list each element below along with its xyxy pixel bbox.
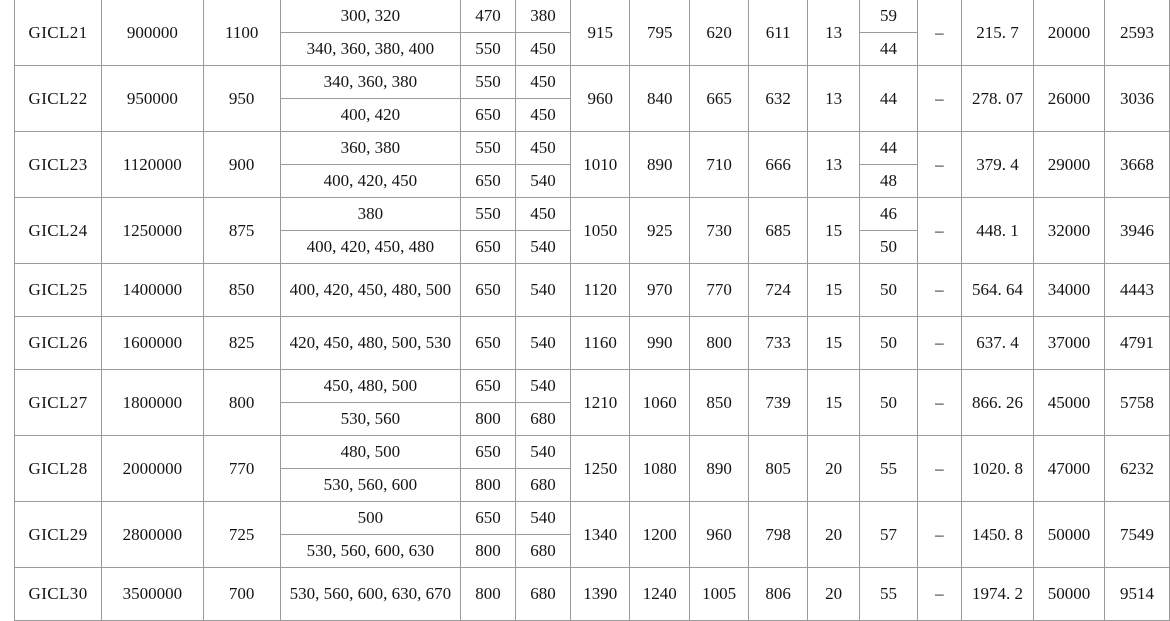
cell-length: 4443 xyxy=(1105,264,1170,317)
cell-bore-sizes: 530, 560, 600, 630, 670 xyxy=(280,568,460,621)
cell-f: 50 xyxy=(860,370,918,436)
cell-e: 15 xyxy=(807,317,859,370)
cell-speed: 850 xyxy=(203,264,280,317)
cell-torque: 2800000 xyxy=(102,502,203,568)
table-row xyxy=(15,198,1170,231)
cell-a: 960 xyxy=(571,66,630,132)
cell-e: 15 xyxy=(807,198,859,264)
cell-b: 990 xyxy=(630,317,689,370)
cell-e: 13 xyxy=(807,132,859,198)
cell-inertia: 47000 xyxy=(1034,436,1105,502)
cell-weight: 1974. 2 xyxy=(961,568,1033,621)
cell-g: – xyxy=(917,66,961,132)
cell-bore-sizes: 420, 450, 480, 500, 530 xyxy=(280,317,460,370)
cell-d2: 450 xyxy=(516,33,571,66)
cell-d1: 800 xyxy=(461,469,516,502)
cell-a: 1210 xyxy=(571,370,630,436)
cell-g: – xyxy=(917,568,961,621)
cell-speed: 800 xyxy=(203,370,280,436)
cell-inertia: 50000 xyxy=(1034,502,1105,568)
cell-inertia: 34000 xyxy=(1034,264,1105,317)
cell-weight: 1450. 8 xyxy=(961,502,1033,568)
cell-model: GICL29 xyxy=(15,502,102,568)
cell-speed: 1100 xyxy=(203,0,280,66)
cell-weight: 448. 1 xyxy=(961,198,1033,264)
table-row xyxy=(15,317,1170,370)
cell-f: 57 xyxy=(860,502,918,568)
cell-g: – xyxy=(917,317,961,370)
cell-f: 44 xyxy=(860,33,918,66)
cell-a: 1340 xyxy=(571,502,630,568)
cell-f: 50 xyxy=(860,317,918,370)
cell-model: GICL30 xyxy=(15,568,102,621)
cell-g: – xyxy=(917,370,961,436)
cell-e: 20 xyxy=(807,568,859,621)
cell-bore-sizes: 400, 420, 450 xyxy=(280,165,460,198)
cell-c: 1005 xyxy=(689,568,748,621)
cell-d2: 450 xyxy=(516,132,571,165)
cell-d1: 650 xyxy=(461,231,516,264)
table-row xyxy=(15,132,1170,165)
cell-e: 13 xyxy=(807,66,859,132)
cell-model: GICL27 xyxy=(15,370,102,436)
cell-d1: 650 xyxy=(461,502,516,535)
cell-speed: 825 xyxy=(203,317,280,370)
cell-torque: 1600000 xyxy=(102,317,203,370)
cell-d: 739 xyxy=(749,370,808,436)
cell-d2: 680 xyxy=(516,403,571,436)
cell-d2: 540 xyxy=(516,436,571,469)
cell-d1: 470 xyxy=(461,0,516,33)
cell-f: 46 xyxy=(860,198,918,231)
cell-torque: 1800000 xyxy=(102,370,203,436)
cell-length: 6232 xyxy=(1105,436,1170,502)
cell-a: 1010 xyxy=(571,132,630,198)
cell-weight: 1020. 8 xyxy=(961,436,1033,502)
cell-a: 915 xyxy=(571,0,630,66)
cell-bore-sizes: 400, 420, 450, 480 xyxy=(280,231,460,264)
cell-model: GICL26 xyxy=(15,317,102,370)
cell-torque: 1250000 xyxy=(102,198,203,264)
cell-g: – xyxy=(917,264,961,317)
cell-d: 666 xyxy=(749,132,808,198)
cell-g: – xyxy=(917,0,961,66)
cell-torque: 1120000 xyxy=(102,132,203,198)
cell-d: 806 xyxy=(749,568,808,621)
cell-weight: 278. 07 xyxy=(961,66,1033,132)
cell-d2: 450 xyxy=(516,198,571,231)
cell-b: 1240 xyxy=(630,568,689,621)
cell-bore-sizes: 450, 480, 500 xyxy=(280,370,460,403)
cell-d1: 800 xyxy=(461,403,516,436)
cell-d1: 550 xyxy=(461,198,516,231)
cell-a: 1160 xyxy=(571,317,630,370)
cell-g: – xyxy=(917,502,961,568)
cell-b: 840 xyxy=(630,66,689,132)
cell-c: 890 xyxy=(689,436,748,502)
cell-g: – xyxy=(917,198,961,264)
cell-bore-sizes: 300, 320 xyxy=(280,0,460,33)
cell-c: 730 xyxy=(689,198,748,264)
cell-length: 5758 xyxy=(1105,370,1170,436)
cell-d: 805 xyxy=(749,436,808,502)
cell-f: 59 xyxy=(860,0,918,33)
table-row xyxy=(15,66,1170,99)
cell-inertia: 20000 xyxy=(1034,0,1105,66)
cell-weight: 379. 4 xyxy=(961,132,1033,198)
cell-f: 50 xyxy=(860,231,918,264)
cell-weight: 637. 4 xyxy=(961,317,1033,370)
cell-model: GICL22 xyxy=(15,66,102,132)
cell-speed: 770 xyxy=(203,436,280,502)
cell-weight: 215. 7 xyxy=(961,0,1033,66)
cell-f: 48 xyxy=(860,165,918,198)
cell-f: 44 xyxy=(860,132,918,165)
cell-length: 7549 xyxy=(1105,502,1170,568)
cell-d2: 450 xyxy=(516,99,571,132)
cell-c: 665 xyxy=(689,66,748,132)
table-row xyxy=(15,370,1170,403)
cell-speed: 900 xyxy=(203,132,280,198)
cell-c: 620 xyxy=(689,0,748,66)
cell-a: 1050 xyxy=(571,198,630,264)
cell-d: 632 xyxy=(749,66,808,132)
cell-inertia: 45000 xyxy=(1034,370,1105,436)
cell-c: 960 xyxy=(689,502,748,568)
cell-e: 20 xyxy=(807,502,859,568)
cell-c: 850 xyxy=(689,370,748,436)
cell-bore-sizes: 530, 560, 600 xyxy=(280,469,460,502)
cell-f: 44 xyxy=(860,66,918,132)
cell-d: 685 xyxy=(749,198,808,264)
cell-weight: 866. 26 xyxy=(961,370,1033,436)
cell-d1: 650 xyxy=(461,370,516,403)
cell-bore-sizes: 340, 360, 380, 400 xyxy=(280,33,460,66)
cell-d: 724 xyxy=(749,264,808,317)
cell-model: GICL28 xyxy=(15,436,102,502)
cell-inertia: 26000 xyxy=(1034,66,1105,132)
cell-d1: 550 xyxy=(461,132,516,165)
cell-a: 1120 xyxy=(571,264,630,317)
cell-torque: 900000 xyxy=(102,0,203,66)
cell-bore-sizes: 400, 420, 450, 480, 500 xyxy=(280,264,460,317)
cell-length: 3036 xyxy=(1105,66,1170,132)
cell-bore-sizes: 530, 560, 600, 630 xyxy=(280,535,460,568)
table-row xyxy=(15,502,1170,535)
cell-b: 1080 xyxy=(630,436,689,502)
cell-model: GICL24 xyxy=(15,198,102,264)
cell-length: 9514 xyxy=(1105,568,1170,621)
cell-d1: 800 xyxy=(461,535,516,568)
cell-d1: 650 xyxy=(461,165,516,198)
table-row xyxy=(15,436,1170,469)
cell-d1: 550 xyxy=(461,66,516,99)
cell-f: 55 xyxy=(860,568,918,621)
cell-c: 710 xyxy=(689,132,748,198)
cell-c: 800 xyxy=(689,317,748,370)
cell-model: GICL21 xyxy=(15,0,102,66)
table-row xyxy=(15,264,1170,317)
cell-f: 50 xyxy=(860,264,918,317)
cell-speed: 875 xyxy=(203,198,280,264)
cell-inertia: 37000 xyxy=(1034,317,1105,370)
cell-d2: 450 xyxy=(516,66,571,99)
cell-b: 890 xyxy=(630,132,689,198)
cell-d: 611 xyxy=(749,0,808,66)
cell-length: 3946 xyxy=(1105,198,1170,264)
cell-length: 4791 xyxy=(1105,317,1170,370)
cell-bore-sizes: 340, 360, 380 xyxy=(280,66,460,99)
cell-speed: 700 xyxy=(203,568,280,621)
cell-d2: 540 xyxy=(516,317,571,370)
cell-torque: 2000000 xyxy=(102,436,203,502)
cell-e: 13 xyxy=(807,0,859,66)
cell-b: 1060 xyxy=(630,370,689,436)
cell-b: 1200 xyxy=(630,502,689,568)
cell-bore-sizes: 380 xyxy=(280,198,460,231)
cell-speed: 725 xyxy=(203,502,280,568)
table-row xyxy=(15,0,1170,33)
cell-d1: 650 xyxy=(461,99,516,132)
cell-bore-sizes: 360, 380 xyxy=(280,132,460,165)
cell-torque: 950000 xyxy=(102,66,203,132)
cell-d1: 550 xyxy=(461,33,516,66)
cell-d2: 540 xyxy=(516,165,571,198)
cell-speed: 950 xyxy=(203,66,280,132)
cell-g: – xyxy=(917,436,961,502)
cell-d2: 540 xyxy=(516,264,571,317)
table-row xyxy=(15,568,1170,621)
cell-torque: 1400000 xyxy=(102,264,203,317)
cell-a: 1250 xyxy=(571,436,630,502)
cell-e: 20 xyxy=(807,436,859,502)
cell-d2: 680 xyxy=(516,469,571,502)
cell-b: 970 xyxy=(630,264,689,317)
cell-length: 2593 xyxy=(1105,0,1170,66)
cell-bore-sizes: 400, 420 xyxy=(280,99,460,132)
cell-b: 795 xyxy=(630,0,689,66)
cell-d1: 650 xyxy=(461,436,516,469)
cell-bore-sizes: 480, 500 xyxy=(280,436,460,469)
cell-inertia: 29000 xyxy=(1034,132,1105,198)
cell-d: 798 xyxy=(749,502,808,568)
cell-inertia: 32000 xyxy=(1034,198,1105,264)
cell-model: GICL23 xyxy=(15,132,102,198)
specification-table xyxy=(14,0,1170,621)
cell-d2: 540 xyxy=(516,370,571,403)
cell-weight: 564. 64 xyxy=(961,264,1033,317)
cell-d1: 650 xyxy=(461,264,516,317)
cell-d2: 680 xyxy=(516,568,571,621)
cell-e: 15 xyxy=(807,264,859,317)
cell-torque: 3500000 xyxy=(102,568,203,621)
cell-d2: 540 xyxy=(516,231,571,264)
cell-bore-sizes: 530, 560 xyxy=(280,403,460,436)
cell-model: GICL25 xyxy=(15,264,102,317)
cell-a: 1390 xyxy=(571,568,630,621)
cell-f: 55 xyxy=(860,436,918,502)
cell-c: 770 xyxy=(689,264,748,317)
cell-length: 3668 xyxy=(1105,132,1170,198)
cell-d1: 800 xyxy=(461,568,516,621)
cell-d1: 650 xyxy=(461,317,516,370)
cell-g: – xyxy=(917,132,961,198)
cell-e: 15 xyxy=(807,370,859,436)
cell-d2: 540 xyxy=(516,502,571,535)
cell-d: 733 xyxy=(749,317,808,370)
cell-d2: 380 xyxy=(516,0,571,33)
cell-b: 925 xyxy=(630,198,689,264)
cell-d2: 680 xyxy=(516,535,571,568)
cell-bore-sizes: 500 xyxy=(280,502,460,535)
cell-inertia: 50000 xyxy=(1034,568,1105,621)
